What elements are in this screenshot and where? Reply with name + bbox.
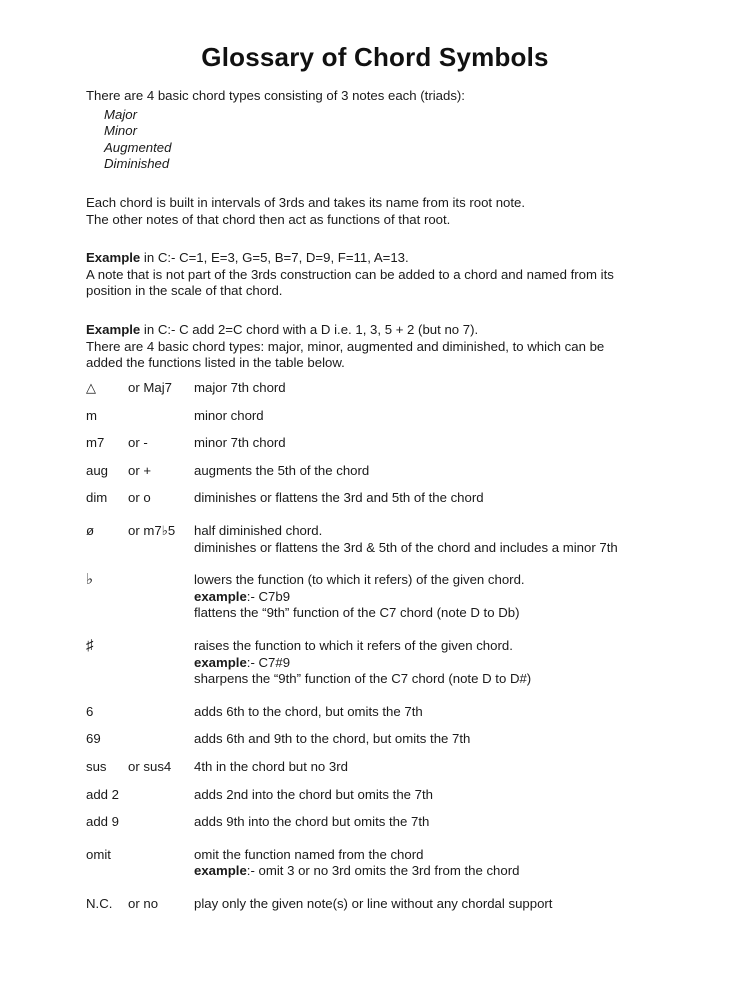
page-title: Glossary of Chord Symbols: [201, 42, 549, 72]
table-row: [86, 380, 666, 397]
triangle-icon: △: [86, 380, 96, 395]
table-cell-description-line: diminishes or flattens the 3rd & 5th of the chord and includes a minor 7th: [194, 539, 618, 555]
table-row: [86, 638, 666, 688]
spacer: [86, 173, 664, 195]
table-cell-description: [194, 490, 666, 507]
table-row: [86, 435, 666, 452]
table-cell-symbol: 69: [86, 731, 101, 747]
table-cell-symbol: sus: [86, 758, 107, 774]
table-row-spacer: [86, 748, 666, 759]
table-cell-description-line: adds 6th and 9th to the chord, but omits the 7th: [194, 731, 471, 747]
table-cell-alternate-symbol: or no: [128, 895, 159, 911]
table-row: [86, 523, 666, 556]
example-1-line: [86, 250, 664, 267]
example-1-label: Example: [86, 250, 141, 266]
table-cell-description-line: play only the given note(s) or line without any chordal support: [194, 895, 553, 911]
table-cell-symbol: N.C.: [86, 895, 113, 911]
table-cell-description-line: 4th in the chord but no 3rd: [194, 758, 348, 774]
list-item: Diminished: [104, 156, 170, 172]
example-label: example: [194, 588, 247, 604]
table-cell-symbol: add 2: [86, 786, 120, 802]
list-item: Minor: [104, 123, 137, 139]
table-cell-description-line: omit the function named from the chord: [194, 846, 424, 862]
table-row: [86, 847, 666, 880]
table-row: [86, 490, 666, 507]
table-row-spacer: [86, 688, 666, 704]
table-cell-description: [194, 847, 666, 880]
table-cell-symbol: omit: [86, 846, 111, 862]
table-cell-description: [194, 463, 666, 480]
table-cell-alternate-symbol: [128, 638, 194, 688]
table-cell-description: [194, 896, 666, 913]
table-cell-description-line: augments the 5th of the chord: [194, 462, 370, 478]
example-2-note-line-2: added the functions listed in the table below.: [86, 355, 345, 371]
table-cell-description: [194, 572, 666, 622]
flat-icon: ♭: [86, 571, 94, 589]
table-cell-description: [194, 787, 666, 804]
sharp-icon: ♯: [86, 636, 94, 654]
table-cell-symbol: 6: [86, 703, 94, 719]
table-row: [86, 896, 666, 913]
table-cell-alternate-symbol: [128, 408, 194, 425]
table-cell-description-line: adds 6th to the chord, but omits the 7th: [194, 703, 423, 719]
chord-symbol-table: [86, 380, 666, 912]
example-label: example: [194, 654, 247, 670]
table-row-spacer: [86, 424, 666, 435]
table-cell-alternate-symbol: or Maj7: [128, 380, 172, 395]
table-row-spacer: [86, 507, 666, 523]
table-row-spacer: [86, 776, 666, 787]
table-cell-alternate-symbol: [128, 704, 194, 721]
table-cell-description-line: major 7th chord: [194, 380, 286, 395]
table-cell-alternate-symbol: or sus4: [128, 758, 172, 774]
table-row: [86, 759, 666, 776]
table-cell-symbol: m: [86, 407, 97, 423]
example-2-line: [86, 322, 664, 339]
table-row-spacer: [86, 622, 666, 638]
table-cell-symbol: m7: [86, 435, 105, 451]
example-2-text: in C:- C add 2=C chord with a D i.e. 1, 3, 5 + 2 (but no 7).: [140, 321, 479, 337]
table-cell-description-line: raises the function to which it refers of the given chord.: [194, 637, 513, 653]
table-cell-alternate-symbol: [128, 572, 194, 622]
intro-lead-text: There are 4 basic chord types consisting of 3 notes each (triads):: [86, 88, 465, 103]
table-cell-symbol: dim: [86, 490, 108, 506]
table-row-spacer: [86, 397, 666, 408]
table-row-spacer: [86, 479, 666, 490]
example-2-label: Example: [86, 321, 141, 337]
table-cell-alternate-symbol: [128, 847, 194, 880]
table-cell-description-line: example:- C7b9: [194, 588, 291, 604]
table-cell-symbol: ø: [86, 522, 95, 538]
table-row-spacer: [86, 452, 666, 463]
table-row-spacer: [86, 831, 666, 847]
table-cell-alternate-symbol: or -: [128, 435, 148, 451]
example-1-note-line-2: position in the scale of that chord.: [86, 283, 283, 299]
spacer: [86, 228, 664, 250]
spacer: [86, 300, 664, 322]
table-cell-description: [194, 408, 666, 425]
table-cell-description: [194, 759, 666, 776]
table-cell-description-line: adds 2nd into the chord but omits the 7th: [194, 786, 433, 802]
table-cell-description: [194, 638, 666, 688]
table-row-spacer: [86, 720, 666, 731]
table-cell-symbol: add 9: [86, 814, 120, 830]
table-cell-alternate-symbol: [128, 814, 194, 831]
table-cell-description: [194, 523, 666, 556]
intro-section: [86, 88, 664, 372]
table-cell-alternate-symbol: [128, 731, 194, 748]
table-cell-description-line: minor chord: [194, 407, 264, 423]
example-1-text: in C:- C=1, E=3, G=5, B=7, D=9, F=11, A=13.: [140, 250, 409, 266]
table-row-spacer: [86, 880, 666, 896]
table-cell-description-line: example:- C7#9: [194, 654, 291, 670]
table-row: [86, 731, 666, 748]
table-cell-description-line: example:- omit 3 or no 3rd omits the 3rd from the chord: [194, 863, 520, 879]
construction-line-2: The other notes of that chord then act as functions of that root.: [86, 211, 451, 227]
table-cell-description-line: diminishes or flattens the 3rd and 5th of the chord: [194, 490, 484, 506]
list-item: Major: [104, 106, 137, 122]
example-2-note-line-1: There are 4 basic chord types: major, minor, augmented and diminished, to which can be: [86, 338, 605, 354]
table-cell-description: [194, 435, 666, 452]
table-cell-description-line: lowers the function (to which it refers) of the given chord.: [194, 572, 525, 588]
table-row: [86, 572, 666, 622]
table-row: [86, 408, 666, 425]
example-label: example: [194, 863, 247, 879]
table-row: [86, 463, 666, 480]
table-cell-alternate-symbol: or m7♭5: [128, 522, 176, 538]
list-item: Augmented: [104, 139, 172, 155]
table-row-spacer: [86, 803, 666, 814]
table-row: [86, 814, 666, 831]
chord-types-list: [86, 107, 664, 173]
table-cell-description-line: flattens the “9th” function of the C7 chord (note D to Db): [194, 605, 520, 621]
table-cell-description: [194, 380, 666, 397]
table-cell-description: [194, 704, 666, 721]
construction-line-1: Each chord is built in intervals of 3rds and takes its name from its root note.: [86, 194, 526, 210]
table-cell-description-line: half diminished chord.: [194, 522, 323, 538]
table-row: [86, 704, 666, 721]
example-1-note-line-1: A note that is not part of the 3rds construction can be added to a chord and named from its: [86, 266, 614, 282]
table-cell-description: [194, 814, 666, 831]
table-cell-symbol: aug: [86, 462, 109, 478]
table-cell-alternate-symbol: [128, 787, 194, 804]
table-cell-description: [194, 731, 666, 748]
table-cell-alternate-symbol: or +: [128, 462, 152, 478]
table-row-spacer: [86, 556, 666, 572]
table-cell-description-line: sharpens the “9th” function of the C7 chord (note D to D#): [194, 671, 532, 687]
table-cell-alternate-symbol: or o: [128, 490, 151, 506]
table-row: [86, 787, 666, 804]
table-cell-description-line: adds 9th into the chord but omits the 7th: [194, 814, 430, 830]
table-cell-description-line: minor 7th chord: [194, 435, 286, 451]
